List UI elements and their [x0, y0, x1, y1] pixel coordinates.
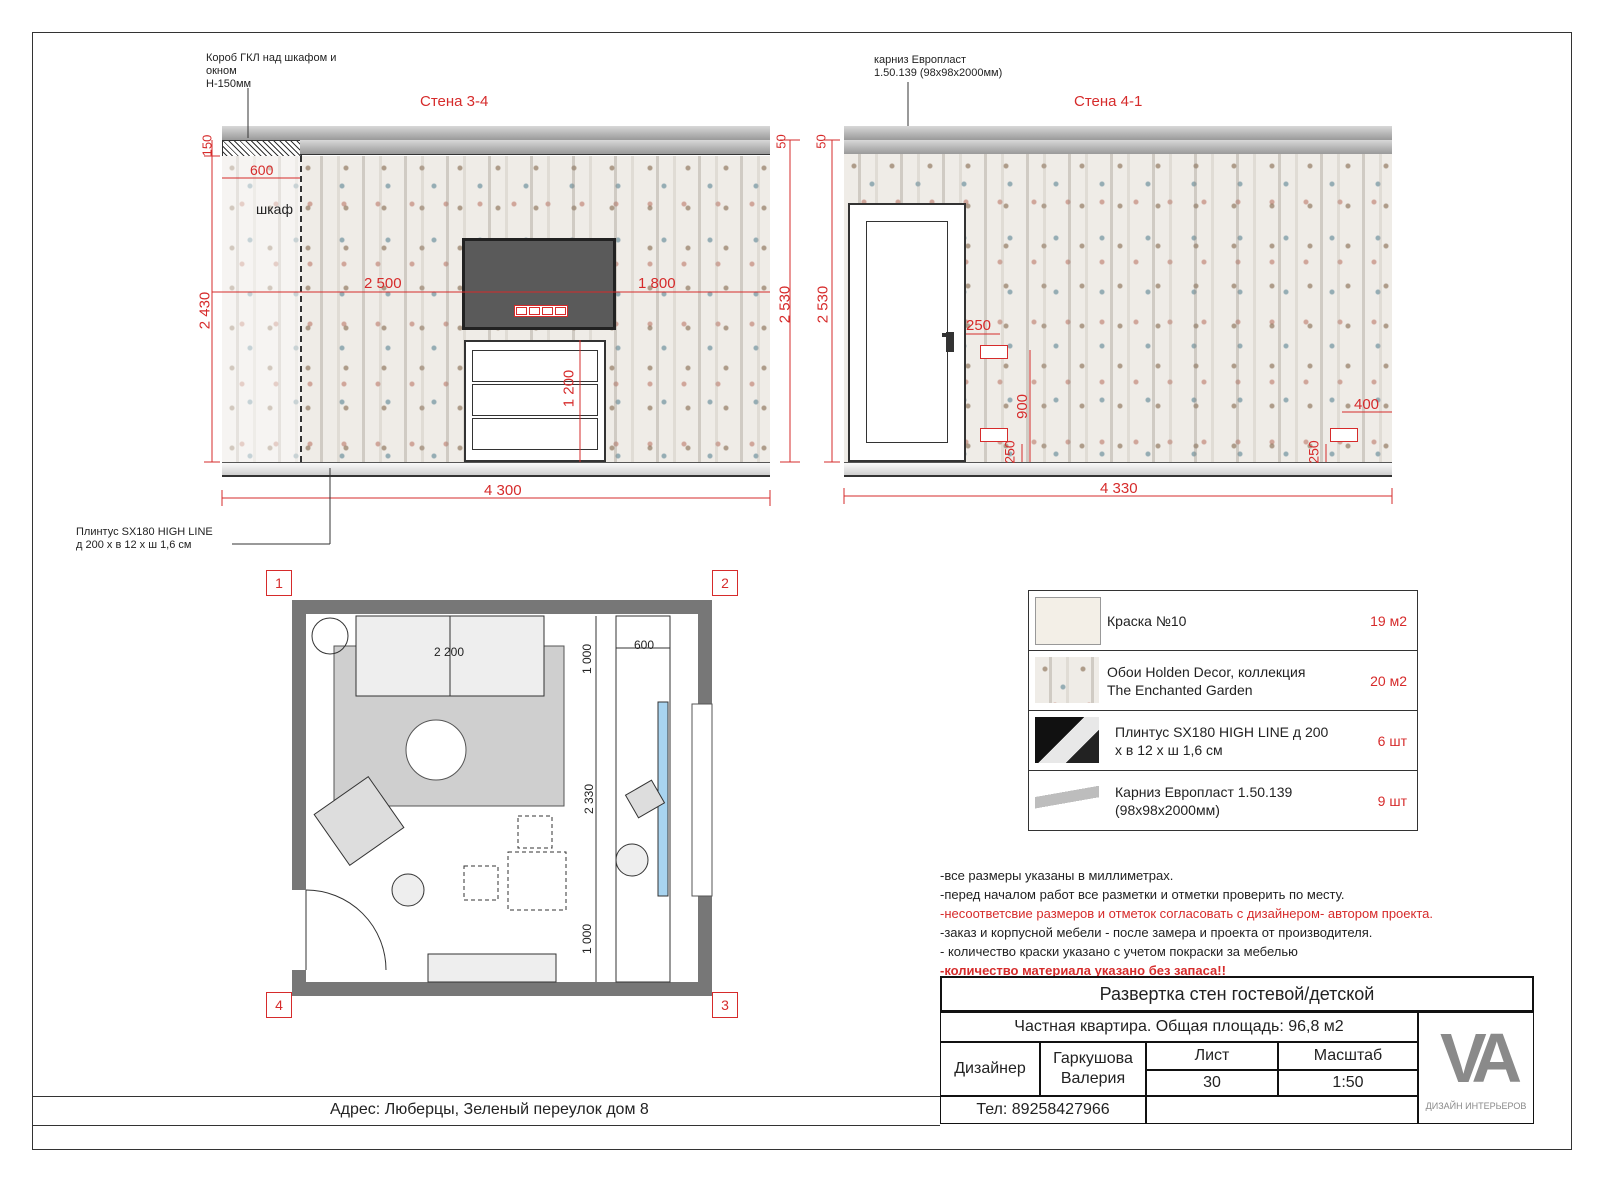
- cornice-note-line2: 1.50.139 (98х98х2000мм): [874, 67, 1003, 79]
- wall-34-title: Стена 3-4: [420, 93, 489, 110]
- dim-41-900: 900: [1014, 393, 1032, 420]
- scale-label: Масштаб: [1278, 1042, 1418, 1070]
- legend-row-plinth: [1029, 711, 1417, 771]
- dim-150: 150: [199, 134, 215, 157]
- legend-label: Плинтус SX180 HIGH LINE д 200 х в 12 х ш 1,6 см: [1115, 723, 1329, 758]
- corner-label-3: 3: [712, 992, 738, 1018]
- plinth-note-line2: д 200 х в 12 х ш 1,6 см: [76, 539, 192, 551]
- corner-label-4: 4: [266, 992, 292, 1018]
- corner-label-2: 2: [712, 570, 738, 596]
- dim-50: 50: [773, 134, 789, 149]
- note-line: -количество материала указано без запаса!!: [940, 963, 1226, 978]
- project-subtitle: Частная квартира. Общая площадь: 96,8 м2: [940, 1012, 1418, 1042]
- dim-41-2530: 2 530: [814, 285, 832, 324]
- legend-qty: 6 шт: [1377, 732, 1407, 749]
- legend-row-wallpaper: [1029, 651, 1417, 711]
- plinth-note-line1: Плинтус SX180 HIGH LINE: [76, 526, 213, 538]
- legend-qty: 19 м2: [1370, 612, 1407, 629]
- dim-41-250b: 250: [1001, 440, 1018, 464]
- logo: VA: [1439, 1019, 1513, 1097]
- wardrobe-label: шкаф: [256, 201, 293, 217]
- dim-2500: 2 500: [364, 275, 402, 292]
- scale-value: 1:50: [1278, 1070, 1418, 1096]
- legend-qty: 20 м2: [1370, 672, 1407, 689]
- dim-2530: 2 530: [776, 285, 794, 324]
- plan-dim-600: 600: [634, 638, 655, 652]
- note-line: - количество краски указано с учетом покраски за мебелью: [940, 944, 1298, 959]
- legend-row-cornice: [1029, 771, 1417, 830]
- dim-41-250a: 250: [966, 317, 992, 334]
- plan-dim-1000a: 1 000: [580, 643, 595, 675]
- dim-600: 600: [250, 162, 274, 178]
- legend-label: Обои Holden Decor, коллекция The Enchanted Garden: [1107, 663, 1306, 698]
- dim-41-250c: 250: [1305, 440, 1322, 464]
- plan-dim-2330: 2 330: [582, 783, 597, 815]
- note-line: -заказ и корпусной мебели - после замера и проекта от производителя.: [940, 925, 1373, 940]
- corner-label-1: 1: [266, 570, 292, 596]
- dim-1800: 1 800: [638, 275, 676, 292]
- legend-label: Карниз Европласт 1.50.139 (98х98х2000мм): [1115, 783, 1293, 818]
- legend-label: Краска №10: [1107, 612, 1187, 629]
- legend-row-paint: [1029, 591, 1417, 651]
- note-line: -все размеры указаны в миллиметрах.: [940, 868, 1174, 883]
- plan-dim-sofa: 2 200: [434, 645, 465, 659]
- drawing-title: Развертка стен гостевой/детской: [940, 976, 1534, 1012]
- materials-legend: [1028, 590, 1418, 831]
- plan-dim-1000b: 1 000: [580, 923, 595, 955]
- sheet-label: Лист: [1146, 1042, 1278, 1070]
- dim-1200: 1 200: [560, 369, 578, 408]
- plinth-swatch: [1035, 717, 1099, 763]
- cornice-swatch: [1035, 777, 1099, 823]
- designer-name: Гаркушова Валерия: [1040, 1042, 1146, 1096]
- cornice-note-line1: карниз Европласт: [874, 54, 967, 66]
- paint-swatch: [1035, 597, 1101, 645]
- note-line: -несоответсвие размеров и отметок согласовать с дизайнером- автором проекта.: [940, 906, 1433, 921]
- sheet-value: 30: [1146, 1070, 1278, 1096]
- phone: Тел: 89258427966: [940, 1096, 1146, 1124]
- wall-41-title: Стена 4-1: [1074, 93, 1143, 110]
- box-note-text: Короб ГКЛ над шкафом и окном: [206, 52, 337, 77]
- phone-blank: [1146, 1096, 1418, 1124]
- general-notes: [940, 866, 1433, 980]
- dim-4300: 4 300: [484, 482, 522, 499]
- legend-qty: 9 шт: [1377, 792, 1407, 809]
- designer-label: Дизайнер: [940, 1042, 1040, 1096]
- logo-cell: [1418, 1012, 1534, 1124]
- dim-2430: 2 430: [196, 291, 214, 330]
- box-note-height: Н-150мм: [206, 78, 252, 90]
- dim-41-50: 50: [813, 134, 829, 149]
- address: Адрес: Люберцы, Зеленый переулок дом 8: [330, 1101, 649, 1118]
- dim-41-400: 400: [1354, 396, 1380, 413]
- wallpaper-swatch: [1035, 657, 1099, 703]
- note-line: -перед началом работ все разметки и отметки проверить по месту.: [940, 887, 1345, 902]
- logo-caption: ДИЗАЙН ИНТЕРЬЕРОВ: [1425, 1101, 1527, 1111]
- dim-41-4330: 4 330: [1100, 480, 1138, 497]
